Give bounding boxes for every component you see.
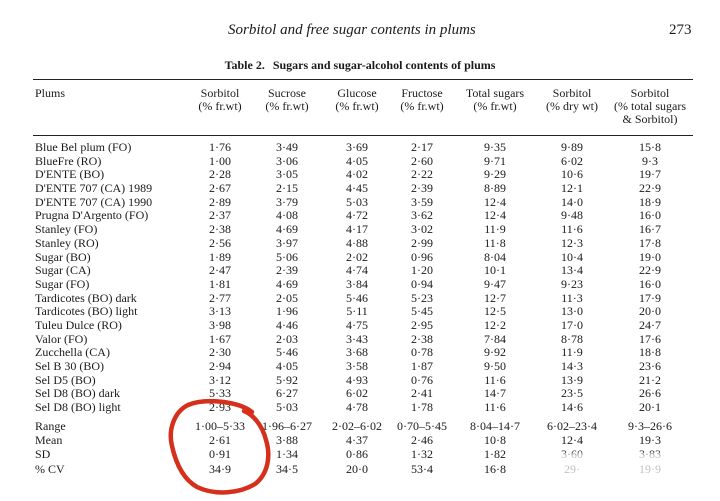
table-cell: 8·04–14·7	[470, 419, 520, 433]
table-cell: 1·20	[411, 263, 433, 278]
column-header-line: Plums	[35, 86, 66, 100]
table-cell: 15·8	[639, 140, 661, 154]
table-cell: 3·68	[346, 345, 368, 360]
table-cell: 3·12	[209, 372, 231, 387]
table-cell: 16·8	[484, 461, 506, 476]
table-cell: 4·45	[346, 181, 368, 196]
table-cell: 2·61	[209, 433, 231, 448]
table-cell: 2·47	[209, 263, 231, 278]
column-header-line: Glucose	[337, 86, 377, 100]
table-cell: 0·86	[346, 447, 368, 462]
plum-name: Mean	[35, 433, 63, 448]
column-header-line: Total sugars	[465, 86, 525, 100]
table-cell: 18·8	[639, 345, 661, 360]
table-cell: 24·7	[639, 317, 661, 332]
table-cell: 4·78	[346, 400, 368, 415]
table-cell: 2·93	[209, 400, 231, 415]
column-header	[458, 87, 532, 113]
table-cell: 12·1	[561, 181, 583, 196]
column-header-line: (% fr.wt)	[400, 99, 444, 113]
column-header-line: (% fr.wt)	[198, 99, 242, 113]
table-cell: 10·8	[484, 433, 506, 448]
table-cell: 2·89	[209, 194, 231, 209]
table-cell: 1·32	[411, 447, 433, 462]
plum-name: Tuleu Dulce (RO)	[35, 317, 122, 332]
table-cell: 3·59	[411, 194, 433, 209]
table-cell: 4·88	[346, 235, 368, 250]
plum-name: SD	[35, 447, 51, 462]
table-cell: 3·43	[346, 331, 368, 346]
column-header-line: & Sorbitol)	[622, 112, 678, 126]
table-cell: 3·79	[276, 194, 298, 209]
table-cell: 2·17	[411, 140, 433, 154]
table-cell: 2·99	[411, 235, 433, 250]
table-top-rule	[33, 79, 693, 80]
table-cell: 1·67	[209, 331, 231, 346]
table-cell: 26·6	[639, 386, 661, 401]
table-cell: 4·05	[346, 153, 368, 168]
table-cell: 1·96	[276, 304, 298, 319]
plum-name: Prugna D'Argento (FO)	[35, 208, 149, 223]
table-cell: 2·15	[276, 181, 298, 196]
table-cell: 2·67	[209, 181, 231, 196]
column-header	[394, 87, 450, 113]
plum-name: Valor (FO)	[35, 331, 88, 346]
table-cell: 2·77	[209, 290, 231, 305]
table-cell: 7·84	[484, 331, 506, 346]
table-cell: 2·38	[411, 331, 433, 346]
table-cell: 12·7	[484, 290, 506, 305]
table-cell: 1·00–5·33	[195, 419, 245, 433]
table-cell: 3·84	[346, 276, 368, 291]
column-header-line: Sucrose	[268, 86, 306, 100]
column-header	[326, 87, 388, 113]
table-cell: 16·7	[639, 222, 661, 237]
table-cell: 12·4	[484, 194, 506, 209]
table-row	[0, 237, 720, 251]
table-caption	[0, 58, 720, 73]
plum-name: Stanley (FO)	[35, 222, 98, 237]
table-cell: 2·38	[209, 222, 231, 237]
plum-name: Sel B 30 (BO)	[35, 359, 104, 373]
plum-name: Sel D8 (BO) dark	[35, 386, 120, 401]
table-row	[0, 223, 720, 237]
table-cell: 9·29	[484, 167, 506, 182]
table-cell: 3·98	[209, 317, 231, 332]
table-cell: 5·03	[346, 194, 368, 209]
table-cell: 3·62	[411, 208, 433, 223]
table-cell: 9·3	[642, 153, 658, 168]
table-cell: 2·39	[276, 263, 298, 278]
table-cell: 5·45	[411, 304, 433, 319]
table-cell: 4·69	[276, 222, 298, 237]
table-cell: 13·4	[561, 263, 583, 278]
table-cell: 0·94	[411, 276, 433, 291]
table-cell: 0·70–5·45	[397, 419, 447, 433]
table-row	[0, 182, 720, 196]
table-row	[0, 168, 720, 182]
table-cell: 1·82	[484, 447, 506, 462]
table-cell: 3·97	[276, 235, 298, 250]
table-cell: 14·7	[484, 386, 506, 401]
table-cell: 17·0	[561, 317, 583, 332]
table-cell: 17·9	[639, 290, 661, 305]
table-cell: 4·72	[346, 208, 368, 223]
table-header-row	[0, 87, 720, 135]
column-header-line: (% fr.wt)	[473, 99, 517, 113]
table-cell: 2·28	[209, 167, 231, 182]
table-cell: 3·49	[276, 140, 298, 154]
table-row	[0, 374, 720, 388]
summary-row	[0, 419, 720, 433]
table-row	[0, 264, 720, 278]
table-cell: 5·23	[411, 290, 433, 305]
table-cell: 5·03	[276, 400, 298, 415]
table-cell: 9·3–26·6	[628, 419, 672, 433]
table-cell: 4·93	[346, 372, 368, 387]
column-header-line: (% total sugars	[614, 99, 686, 113]
table-cell: 14·6	[561, 400, 583, 415]
table-cell: 17·6	[639, 331, 661, 346]
table-cell: 3·58	[346, 359, 368, 373]
table-cell: 14·0	[561, 194, 583, 209]
plum-name: Sugar (CA)	[35, 263, 91, 278]
table-cell: 21·2	[639, 372, 661, 387]
table-cell: 11·9	[561, 345, 583, 360]
table-cell: 3·69	[346, 140, 368, 154]
table-cell: 1·34	[276, 447, 298, 462]
table-cell: 4·37	[346, 433, 368, 448]
plum-name: Range	[35, 419, 66, 433]
plum-name: % CV	[35, 461, 65, 476]
table-cell: 2·41	[411, 386, 433, 401]
table-cell: 20·0	[639, 304, 661, 319]
table-cell: 4·05	[276, 359, 298, 373]
table-cell: 4·17	[346, 222, 368, 237]
table-cell: 5·92	[276, 372, 298, 387]
table-cell: 1·96–6·27	[262, 419, 312, 433]
table-row	[0, 305, 720, 319]
table-cell: 3·06	[276, 153, 298, 168]
table-cell: 9·71	[484, 153, 506, 168]
plum-name: Tardicotes (BO) light	[35, 304, 138, 319]
table-cell: 20·1	[639, 400, 661, 415]
table-row	[0, 251, 720, 265]
table-cell: 5·06	[276, 249, 298, 264]
table-cell: 9·35	[484, 140, 506, 154]
table-cell: 13·0	[561, 304, 583, 319]
table-cell: 4·46	[276, 317, 298, 332]
table-cell: 4·08	[276, 208, 298, 223]
column-header-line: (% fr.wt)	[335, 99, 379, 113]
table-cell: 19·3	[639, 433, 661, 448]
table-cell: 8·78	[561, 331, 583, 346]
table-cell: 10·4	[561, 249, 583, 264]
table-row	[0, 319, 720, 333]
table-cell: 5·11	[346, 304, 368, 319]
table-cell: 11·9	[484, 222, 506, 237]
table-cell: 2·94	[209, 359, 231, 373]
table-cell: 4·74	[346, 263, 368, 278]
table-cell: 9·92	[484, 345, 506, 360]
table-cell: 2·56	[209, 235, 231, 250]
table-cell: 17·8	[639, 235, 661, 250]
table-cell: 12·5	[484, 304, 506, 319]
plum-name: BlueFre (RO)	[35, 153, 102, 168]
table-row	[0, 209, 720, 223]
table-cell: 18·9	[639, 194, 661, 209]
plum-name: Zucchella (CA)	[35, 345, 110, 360]
table-body	[0, 141, 720, 415]
table-cell: 16·0	[639, 276, 661, 291]
table-header-rule	[33, 135, 693, 136]
table-cell: 19·0	[639, 249, 661, 264]
column-header-line: (% dry wt)	[546, 99, 598, 113]
table-cell: 14·3	[561, 359, 583, 373]
table-cell: 23·5	[561, 386, 583, 401]
table-cell: 2·22	[411, 167, 433, 182]
table-cell: 6·02	[561, 153, 583, 168]
column-header-line: Sorbitol	[552, 86, 592, 100]
column-header	[540, 87, 604, 113]
plum-name: Sugar (FO)	[35, 276, 90, 291]
table-cell: 11·8	[484, 235, 506, 250]
table-cell: 22·9	[639, 181, 661, 196]
table-cell: 1·78	[411, 400, 433, 415]
table-cell: 3·88	[276, 433, 298, 448]
running-head	[0, 22, 720, 42]
table-cell: 8·89	[484, 181, 506, 196]
table-cell: 12·4	[484, 208, 506, 223]
column-header-line: (% fr.wt)	[265, 99, 309, 113]
table-row	[0, 333, 720, 347]
table-row	[0, 278, 720, 292]
table-cell: 5·46	[276, 345, 298, 360]
table-cell: 12·3	[561, 235, 583, 250]
table-row	[0, 292, 720, 306]
table-cell: 2·02–6·02	[332, 419, 382, 433]
table-cell: 5·33	[209, 386, 231, 401]
table-cell: 2·05	[276, 290, 298, 305]
table-cell: 2·60	[411, 153, 433, 168]
plum-name: Sel D5 (BO)	[35, 372, 96, 387]
table-row	[0, 196, 720, 210]
table-caption-label: Table 2.	[224, 58, 265, 72]
table-cell: 3·13	[209, 304, 231, 319]
table-cell: 1·87	[411, 359, 433, 373]
running-title: Sorbitol and free sugar contents in plums	[228, 22, 476, 38]
page-number: 273	[669, 22, 692, 38]
table-cell: 22·9	[639, 263, 661, 278]
plum-name: Sugar (BO)	[35, 249, 91, 264]
table-cell: 2·37	[209, 208, 231, 223]
table-cell: 8·04	[484, 249, 506, 264]
table-cell: 11·6	[484, 372, 506, 387]
table-cell: 0·78	[411, 345, 433, 360]
table-cell: 11·6	[484, 400, 506, 415]
table-cell: 0·91	[209, 447, 231, 462]
table-caption-text: Sugars and sugar-alcohol contents of plums	[272, 58, 496, 72]
plum-name: Blue Bel plum (FO)	[35, 140, 132, 154]
column-header-line: Sorbitol	[630, 86, 670, 100]
table-cell: 2·39	[411, 181, 433, 196]
table-cell: 16·0	[639, 208, 661, 223]
table-cell: 11·6	[561, 222, 583, 237]
table-row	[0, 155, 720, 169]
column-header	[35, 87, 155, 100]
table-cell: 2·03	[276, 331, 298, 346]
table-cell: 9·50	[484, 359, 506, 373]
table-cell: 9·89	[561, 140, 583, 154]
table-cell: 1·00	[209, 153, 231, 168]
table-cell: 34·9	[209, 461, 231, 476]
table-cell: 2·30	[209, 345, 231, 360]
table-cell: 5·46	[346, 290, 368, 305]
table-cell: 9·48	[561, 208, 583, 223]
table-cell: 10·1	[484, 263, 506, 278]
table-cell: 0·76	[411, 372, 433, 387]
plum-name: D'ENTE (BO)	[35, 167, 105, 182]
table-cell: 2·46	[411, 433, 433, 448]
table-row	[0, 387, 720, 401]
plum-name: D'ENTE 707 (CA) 1989	[35, 181, 153, 196]
column-header-line: Sorbitol	[200, 86, 240, 100]
table-row	[0, 346, 720, 360]
column-header	[190, 87, 250, 113]
table-cell: 3·05	[276, 167, 298, 182]
table-cell: 11·3	[561, 290, 583, 305]
column-header	[610, 87, 690, 126]
table-cell: 53·4	[411, 461, 433, 476]
table-cell: 34·5	[276, 461, 298, 476]
table-cell: 2·95	[411, 317, 433, 332]
table-cell: 12·4	[561, 433, 583, 448]
table-cell: 4·02	[346, 167, 368, 182]
table-cell: 19·7	[639, 167, 661, 182]
table-cell: 4·69	[276, 276, 298, 291]
table-row	[0, 141, 720, 155]
plum-name: Stanley (RO)	[35, 235, 99, 250]
table-cell: 9·47	[484, 276, 506, 291]
table-cell: 20·0	[346, 461, 368, 476]
table-row	[0, 401, 720, 415]
table-cell: 1·76	[209, 140, 231, 154]
table-cell: 9·23	[561, 276, 583, 291]
table-cell: 10·6	[561, 167, 583, 182]
table-cell: 6·27	[276, 386, 298, 401]
table-cell: 6·02	[346, 386, 368, 401]
table-cell: 3·02	[411, 222, 433, 237]
column-header	[256, 87, 318, 113]
table-cell: 13·9	[561, 372, 583, 387]
table-cell: 1·89	[209, 249, 231, 264]
column-header-line: Fructose	[401, 86, 443, 100]
summary-row	[0, 433, 720, 447]
table-cell: 6·02–23·4	[547, 419, 597, 433]
table-cell: 23·6	[639, 359, 661, 373]
table-cell: 1·81	[209, 276, 231, 291]
table-cell: 2·02	[346, 249, 368, 264]
plum-name: D'ENTE 707 (CA) 1990	[35, 194, 153, 209]
table-row	[0, 360, 720, 374]
plum-name: Tardicotes (BO) dark	[35, 290, 137, 305]
blurred-watermark-area	[519, 453, 675, 479]
table-cell: 12·2	[484, 317, 506, 332]
table-cell: 0·96	[411, 249, 433, 264]
table-cell: 4·75	[346, 317, 368, 332]
plum-name: Sel D8 (BO) light	[35, 400, 121, 415]
